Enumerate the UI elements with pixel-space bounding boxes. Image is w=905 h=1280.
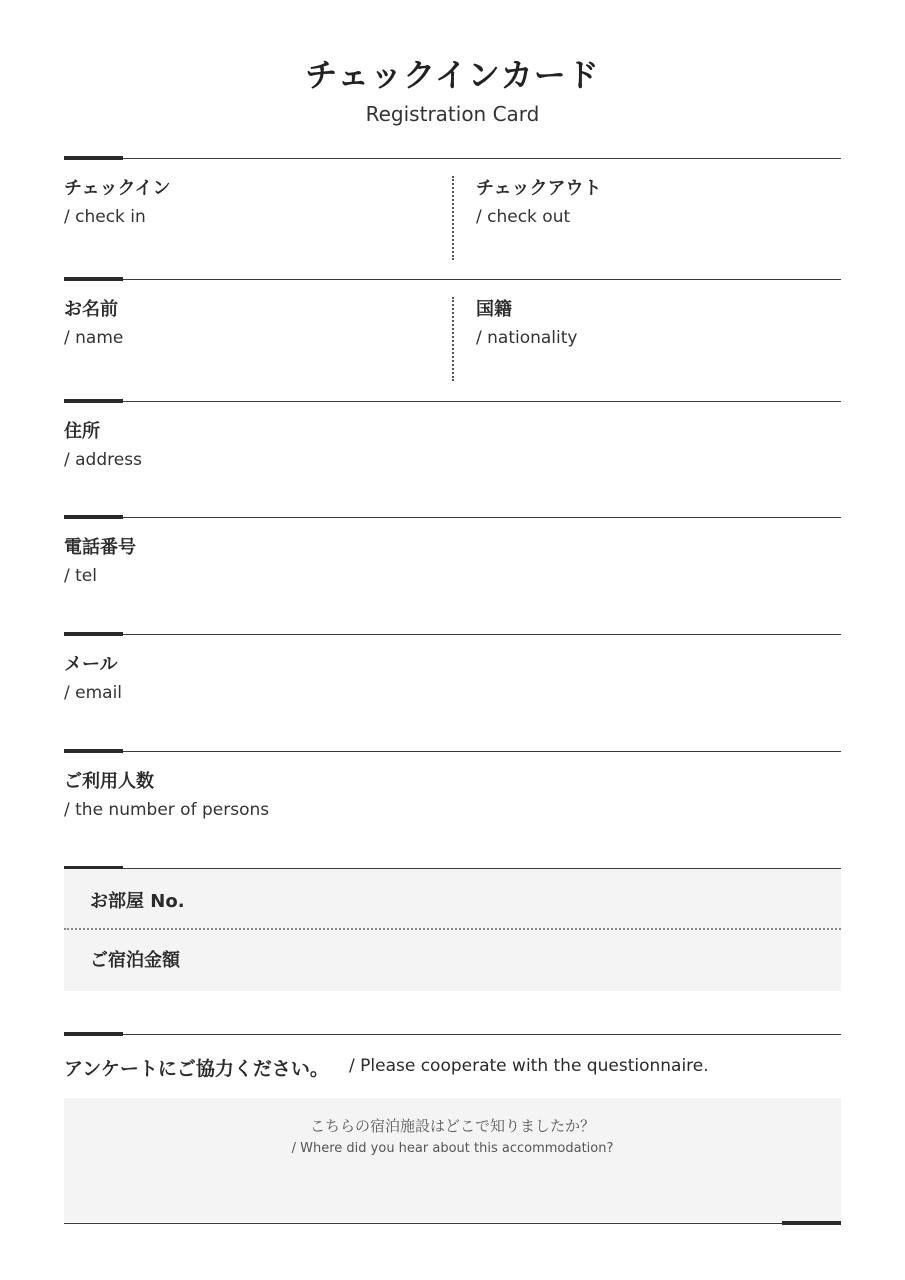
page-title: チェックインカード (305, 56, 600, 94)
address-field[interactable] (64, 420, 834, 472)
email-label-en: / email (64, 683, 123, 703)
divider-accent (64, 156, 123, 160)
email-field[interactable] (64, 653, 834, 705)
bottom-divider (64, 1223, 841, 1224)
name-label-jp: お名前 (64, 299, 118, 320)
survey-question-en: / Where did you hear about this accommodation? (291, 1141, 614, 1156)
tel-label-en: / tel (64, 566, 97, 586)
nationality-label-en: / nationality (476, 328, 578, 348)
survey-subtitle: / Please cooperate with the questionnaire. (349, 1056, 709, 1076)
persons-label-jp: ご利用人数 (64, 771, 154, 792)
divider-accent (64, 399, 123, 403)
checkout-label-jp: チェックアウト (476, 178, 602, 199)
name-label-en: / name (64, 328, 124, 348)
checkin-label-jp: チェックイン (64, 178, 171, 199)
page-subtitle: Registration Card (365, 102, 540, 126)
nationality-field[interactable] (476, 298, 836, 350)
section-divider (64, 1034, 841, 1035)
divider-accent (64, 632, 123, 636)
divider-accent (64, 749, 123, 753)
section-divider (64, 517, 841, 518)
survey-title: アンケートにご協力ください。 (64, 1058, 329, 1080)
divider-accent (64, 515, 123, 519)
checkin-field[interactable] (64, 177, 444, 229)
divider-accent (64, 1032, 123, 1036)
checkout-label-en: / check out (476, 207, 571, 227)
name-field[interactable] (64, 298, 444, 350)
section-divider (64, 751, 841, 752)
persons-field[interactable] (64, 770, 834, 822)
section-divider (64, 279, 841, 280)
tel-label-jp: 電話番号 (64, 537, 136, 558)
column-divider (452, 297, 454, 381)
section-divider (64, 401, 841, 402)
persons-label-en: / the number of persons (64, 800, 270, 820)
column-divider (452, 176, 454, 260)
tel-field[interactable] (64, 536, 834, 588)
survey-question-jp: こちらの宿泊施設はどこで知りましたか？ (309, 1117, 595, 1135)
staff-box-separator (64, 928, 841, 930)
checkin-label-en: / check in (64, 207, 146, 227)
checkout-field[interactable] (476, 177, 836, 229)
section-divider (64, 634, 841, 635)
divider-accent (64, 277, 123, 281)
divider-accent (782, 1221, 841, 1225)
email-label-jp: メール (64, 654, 118, 675)
price-label[interactable]: ご宿泊金額 (90, 950, 180, 971)
section-divider (64, 158, 841, 159)
nationality-label-jp: 国籍 (476, 299, 512, 320)
address-label-en: / address (64, 450, 142, 470)
room-number-label[interactable]: お部屋 No. (90, 891, 185, 912)
address-label-jp: 住所 (64, 421, 100, 442)
